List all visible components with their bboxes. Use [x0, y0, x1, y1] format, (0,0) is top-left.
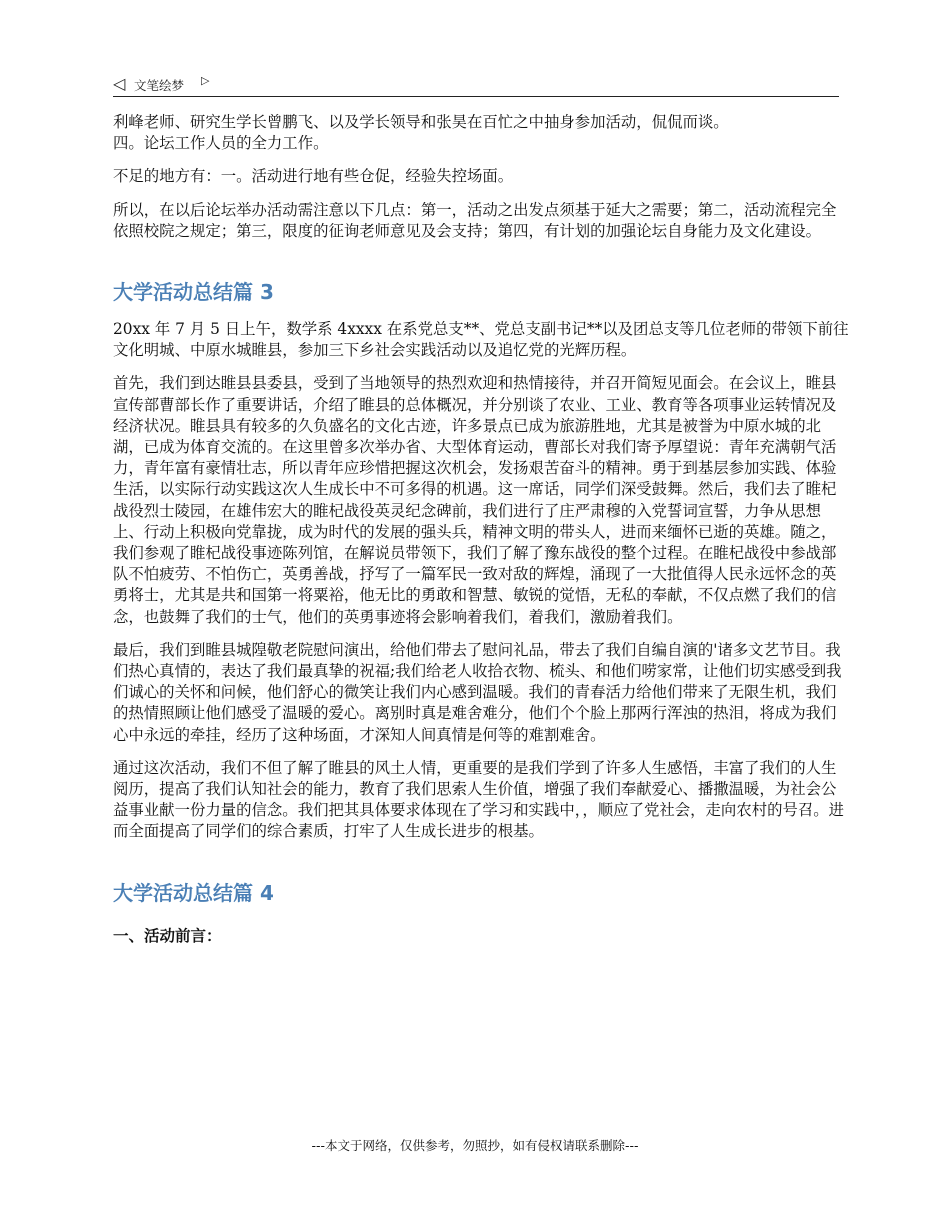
paragraph: 所以，在以后论坛举办活动需注意以下几点：第一，活动之出发点须基于延大之需要；第二，活动流程完全依照校院之规定；第三，限度的征询老师意见及会支持；第四，有计划的加强论坛自身能力及文化建设。 — [113, 200, 837, 240]
triangle-left-icon: ◁ — [113, 74, 126, 93]
paragraph: 不足的地方有：一。活动进行地有些仓促，经验失控场面。 — [113, 167, 514, 186]
paragraph: 首先，我们到达睢县县委县，受到了当地领导的热烈欢迎和热情接待，并召开简短见面会。在会议上，睢县宣传部曹部长作了重要讲话，介绍了睢县的总体概况，并分别谈了农业、工业、教育等各项事业运转情况及经济状况。睢县具有较多的久负盛名的文化古迹，许多景点已成为旅游胜地，尤其是被誉为中原水城的北湖，已成为体育交流的。在这里曾多次举办省、大型体育运动，曹部长对我们寄予厚望说：青年充满朝气活力，青年富有豪情壮志，所以青年应珍惜把握这次机会，发扬艰苦奋斗的精神。勇于到基层参加实践、体验生活，以实际行动实践这次人生成长中不可多得的机遇。这一席话，同学们深受鼓舞。然后，我们去了睢杞战役烈士陵园，在雄伟宏大的睢杞战役英灵纪念碑前，我们进行了庄严肃穆的入党誓词宣誓，力争从思想上、行动上积极向党靠拢，成为时代的发展的强头兵，精神文明的带头人，进而来缅怀已逝的英雄。随之，我们参观了睢杞战役事迹陈列馆，在解说员带领下，我们了解了豫东战役的整个过程。在睢杞战役中参战部队不怕疲劳、不怕伤亡，英勇善战，抒写了一篇军民一致对敌的辉煌，涌现了一大批值得人民永远怀念的英勇将士，尤其是共和国第一将粟裕，他无比的勇敢和智慧、敏锐的觉悟，无私的奉献，不仅点燃了我们的信念，也鼓舞了我们的士气，他们的英勇事迹将会影响着我们，着我们，激励着我们。 — [113, 374, 837, 626]
header-brand: 文笔绘梦 — [134, 78, 185, 93]
section-title: 大学活动总结篇 4 — [113, 880, 274, 905]
subheading: 一、活动前言： — [113, 926, 222, 945]
paragraph: 利峰老师、研究生学长曾鹏飞、以及学长领导和张昊在百忙之中抽身参加活动，侃侃而谈。 — [113, 113, 729, 131]
triangle-right-icon: ▷ — [201, 74, 210, 87]
paragraph: 20xx 年 7 月 5 日上午，数学系 4xxxx 在系党总支**、党总支副书记**以及团总支等几位老师的带领下前往文化明城、中原水城睢县，参加三下乡社会实践活动以及追忆党的光辉历程。 — [113, 320, 849, 360]
document-body — [113, 112, 851, 946]
footer-disclaimer: ---本文于网络，仅供参考，勿照抄，如有侵权请联系删除--- — [311, 1138, 639, 1153]
page-header — [113, 72, 839, 97]
section-title: 大学活动总结篇 3 — [113, 280, 274, 305]
paragraph: 四。论坛工作人员的全力工作。 — [113, 134, 329, 153]
paragraph: 最后，我们到睢县城隍敬老院慰问演出，给他们带去了慰问礼品，带去了我们自编自演的'诸多文艺节目。我们热心真情的，表达了我们最真挚的祝福;我们给老人收拾衣物、梳头、和他们唠家常，让他们切实感受到我们诚心的关怀和问候，他们舒心的微笑让我们内心感到温暖。我们的青春活力给他们带来了无限生机，我们的热情照顾让他们感受了温暖的爱心。离别时真是难舍难分，他们个个脸上那两行浑浊的热泪，将成为我们心中永远的牵挂，经历了这种场面，才深知人间真情是何等的难割难舍。 — [113, 640, 842, 744]
paragraph: 通过这次活动，我们不但了解了睢县的风土人情，更重要的是我们学到了许多人生感悟，丰富了我们的人生阅历，提高了我们认知社会的能力，教育了我们思索人生价值，增强了我们奉献爱心、播撒温暖，为社会公益事业献一份力量的信念。我们把其具体要求体现在了学习和实践中，，顺应了党社会，走向农村的号召。进而全面提高了同学们的综合素质，打牢了人生成长进步的根基。 — [113, 758, 845, 841]
